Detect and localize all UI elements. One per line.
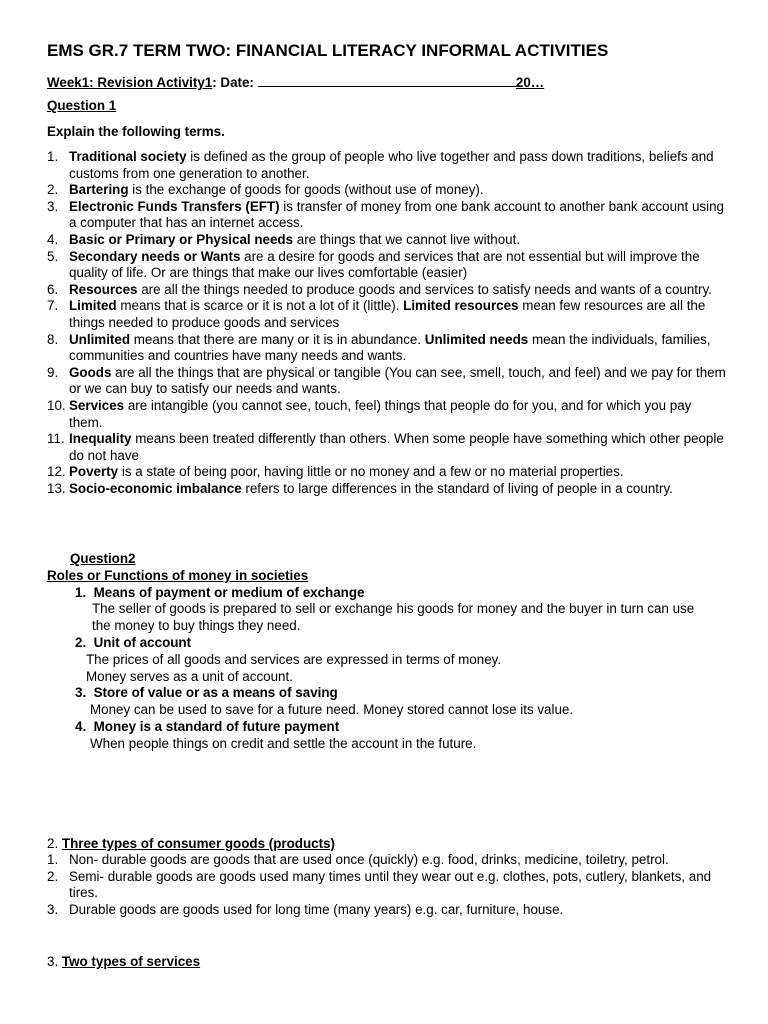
definition: are a desire for goods and services that are not essential but will improve the quality of life. Or are things that make our lives comfortable (easier) xyxy=(69,248,700,281)
function-title-text: Money is a standard of future payment xyxy=(93,719,340,734)
term: Resources xyxy=(69,281,138,297)
function-number: 1. xyxy=(75,585,87,600)
question2-subheading: Roles or Functions of money in societies xyxy=(47,568,309,583)
section3-heading xyxy=(47,954,200,971)
item-number: 6. xyxy=(47,281,59,297)
term: Unlimited xyxy=(69,331,131,347)
item-text: Durable goods are goods used for long time (many years) e.g. car, furniture, house. xyxy=(69,901,564,917)
consumer-goods-list xyxy=(47,852,727,918)
term: Limited xyxy=(69,298,117,314)
item-number: 11. xyxy=(47,431,65,447)
definition: is the exchange of goods for goods (without use of money). xyxy=(128,182,484,198)
terms-list xyxy=(47,149,727,497)
date-year-suffix: 20… xyxy=(515,75,545,90)
function-body-text: Money can be used to save for a future need. Money stored cannot lose its value. xyxy=(90,702,574,717)
item-text: Non- durable goods are goods that are used once (quickly) e.g. food, drinks, medicine, toiletry, petrol. xyxy=(69,852,669,867)
term: Secondary needs or Wants xyxy=(69,248,241,264)
function-number: 4. xyxy=(75,719,87,734)
definition: mean the individuals, families, communities and countries have many needs and wants. xyxy=(69,331,711,364)
list-item xyxy=(47,431,727,464)
definition: means that is scarce or it is not a lot of it (little). xyxy=(116,298,404,314)
section-title: Three types of consumer goods (products) xyxy=(61,836,335,851)
list-item xyxy=(47,398,727,431)
term: Poverty xyxy=(69,464,119,480)
list-item xyxy=(47,902,727,919)
item-number: 4. xyxy=(47,231,59,247)
list-item xyxy=(47,869,727,902)
term: Traditional society xyxy=(69,149,187,164)
question1-heading: Question 1 xyxy=(47,98,117,113)
item-number: 13. xyxy=(47,480,66,496)
definition: is a state of being poor, having little or no money and a few or no material properties. xyxy=(118,464,624,480)
date-label: : Date: xyxy=(212,75,254,90)
function-body-text: When people things on credit and settle the account in the future. xyxy=(90,736,477,751)
definition: are all the things that are physical or tangible (You can see, smell, touch, and feel) and we pay for them or we can buy to satisfy our needs and wants. xyxy=(69,364,726,397)
term: Limited resources xyxy=(403,298,519,314)
section-title: Two types of services xyxy=(61,954,201,969)
item-number: 7. xyxy=(47,298,59,314)
list-item xyxy=(47,232,727,249)
term: Inequality xyxy=(69,431,132,447)
item-number: 1. xyxy=(47,852,59,867)
item-number: 2. xyxy=(47,182,59,198)
function-title-text: Means of payment or medium of exchange xyxy=(93,585,365,600)
term: Goods xyxy=(69,364,112,380)
function-title xyxy=(75,685,338,702)
list-item xyxy=(47,282,727,299)
item-number: 5. xyxy=(47,248,59,264)
item-number: 1. xyxy=(47,149,59,164)
item-number: 9. xyxy=(47,364,59,380)
term: Unlimited needs xyxy=(424,331,529,347)
function-description xyxy=(90,702,730,719)
list-item xyxy=(47,332,727,365)
list-item xyxy=(47,298,727,331)
function-title-text: Store of value or as a means of saving xyxy=(93,685,338,700)
definition: mean few resources are all the things needed to produce goods and services xyxy=(69,298,706,330)
list-item xyxy=(47,249,727,282)
item-number: 8. xyxy=(47,331,59,347)
item-number: 3. xyxy=(47,198,59,214)
definition: are intangible (you cannot see, touch, feel) things that people do for you, and for which you pay them. xyxy=(69,397,692,430)
function-body-text: The prices of all goods and services are expressed in terms of money. Money serves as a unit of account. xyxy=(86,652,502,684)
list-item xyxy=(47,481,727,498)
item-text: Semi- durable goods are goods used many times until they wear out e.g. clothes, pots, cutlery, blankets, and tires. xyxy=(69,868,712,901)
page-title: EMS GR.7 TERM TWO: FINANCIAL LITERACY INFORMAL ACTIVITIES xyxy=(47,41,609,60)
term: Services xyxy=(69,397,125,413)
list-item xyxy=(47,199,727,232)
definition: is defined as the group of people who live together and pass down traditions, beliefs and customs from one generation to another. xyxy=(69,149,714,181)
function-number: 2. xyxy=(75,635,87,650)
item-number: 2. xyxy=(47,868,59,884)
definition: means been treated differently than others. When some people have something which other people do not have xyxy=(69,431,724,463)
function-description xyxy=(86,652,506,685)
function-title xyxy=(75,635,191,652)
definition: is transfer of money from one bank account to another bank account using a computer that has an internet access. xyxy=(69,198,724,231)
list-item xyxy=(47,182,727,199)
term: Electronic Funds Transfers (EFT) xyxy=(69,198,280,214)
section-number: 3. xyxy=(47,954,59,969)
term: Socio-economic imbalance xyxy=(69,480,242,496)
function-description xyxy=(90,736,730,753)
item-number: 10. xyxy=(47,397,66,413)
function-number: 3. xyxy=(75,685,87,700)
definition: refers to large differences in the standard of living of people in a country. xyxy=(241,480,673,496)
term: Basic or Primary or Physical needs xyxy=(69,231,294,247)
definition: are all the things needed to produce goods and services to satisfy needs and wants of a country. xyxy=(137,281,712,297)
section-number: 2. xyxy=(47,836,59,851)
function-description xyxy=(92,601,712,634)
list-item xyxy=(47,149,727,182)
question2-heading: Question2 xyxy=(70,551,136,566)
function-title-text: Unit of account xyxy=(93,635,192,650)
list-item xyxy=(47,365,727,398)
function-title xyxy=(75,719,339,736)
definition: are things that we cannot live without. xyxy=(293,231,521,247)
definition: means that there are many or it is in abundance. xyxy=(130,331,425,347)
function-title xyxy=(75,585,364,602)
term: Bartering xyxy=(69,182,129,198)
question1-instruction: Explain the following terms. xyxy=(47,124,225,139)
item-number: 3. xyxy=(47,901,59,917)
list-item xyxy=(47,852,727,869)
week-label: Week1: Revision Activity1 xyxy=(47,75,213,90)
week-line xyxy=(47,74,544,92)
date-blank-line xyxy=(258,74,516,87)
function-body-text: The seller of goods is prepared to sell or exchange his goods for money and the buyer in turn can use the money to buy things they need. xyxy=(92,601,695,633)
item-number: 12. xyxy=(47,464,66,480)
list-item xyxy=(47,464,727,481)
section2-heading xyxy=(47,836,335,853)
